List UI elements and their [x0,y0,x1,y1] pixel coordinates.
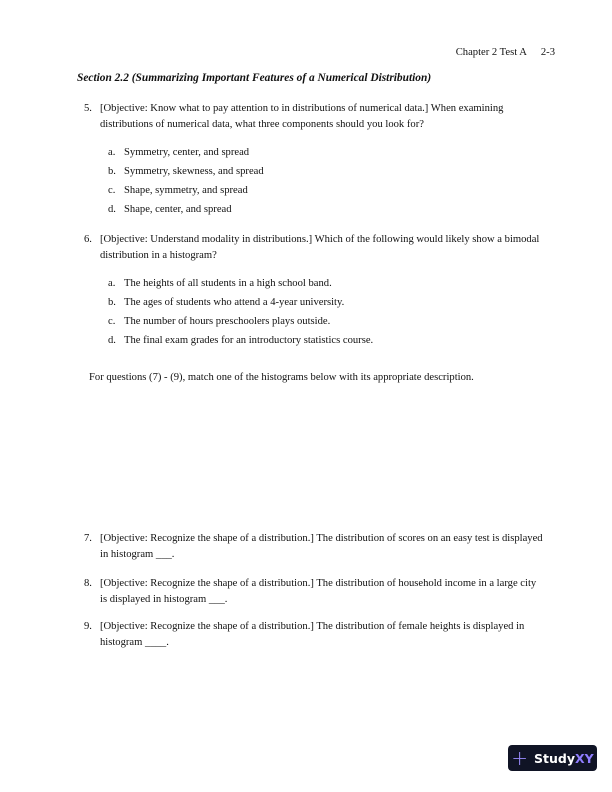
option-letter: b. [108,297,116,308]
question-number: 8. [84,578,92,589]
question-number: 5. [84,103,92,114]
option-text: Symmetry, skewness, and spread [124,166,264,177]
option-letter: c. [108,316,116,327]
option-letter: b. [108,166,116,177]
option-letter: d. [108,335,116,346]
instructions: For questions (7) - (9), match one of the histograms below with its appropriate description. [89,372,474,383]
option [108,278,332,289]
option [108,147,249,158]
option [108,297,344,308]
question-6 [84,232,544,263]
option-text: Shape, center, and spread [124,204,232,215]
option-letter: a. [108,147,116,158]
question-text: [Objective: Recognize the shape of a distribution.] The distribution of scores on an easy test is displayed in histogram ___. [100,533,543,560]
option-letter: d. [108,204,116,215]
option [108,316,330,327]
option [108,335,373,346]
option-text: The heights of all students in a high school band. [124,278,332,289]
question-text: [Objective: Recognize the shape of a distribution.] The distribution of female heights is displayed in histogram ____. [100,621,525,648]
logo-text: StudyXY [534,750,594,766]
question-number: 7. [84,533,92,544]
question-number: 9. [84,621,92,632]
option [108,166,264,177]
question-5 [84,101,544,132]
page-header [442,47,555,58]
option [108,185,248,196]
chapter-label: Chapter 2 Test A [455,47,527,58]
plus-icon: + [511,746,529,770]
question-text: [Objective: Know what to pay attention to in distributions of numerical data.] When examining distributions of numerical data, what three components should you look for? [100,103,504,130]
question-text: [Objective: Recognize the shape of a distribution.] The distribution of household income in a large city is displayed in histogram ___. [100,578,537,605]
question-text: [Objective: Understand modality in distributions.] Which of the following would likely show a bimodal distribution in a histogram? [100,234,540,261]
question-7 [84,531,544,562]
option-text: Shape, symmetry, and spread [124,185,248,196]
option-text: The ages of students who attend a 4-year university. [124,297,345,308]
option-text: The number of hours preschoolers plays outside. [124,316,331,327]
page-number: 2-3 [540,47,555,58]
question-number: 6. [84,234,92,245]
option-text: Symmetry, center, and spread [124,147,250,158]
section-title: Section 2.2 (Summarizing Important Features of a Numerical Distribution) [77,72,432,84]
option-letter: a. [108,278,116,289]
option [108,204,232,215]
option-letter: c. [108,185,116,196]
question-9 [84,619,544,650]
option-text: The final exam grades for an introductory statistics course. [124,335,374,346]
question-8 [84,576,544,607]
studyxy-logo[interactable] [508,745,597,771]
